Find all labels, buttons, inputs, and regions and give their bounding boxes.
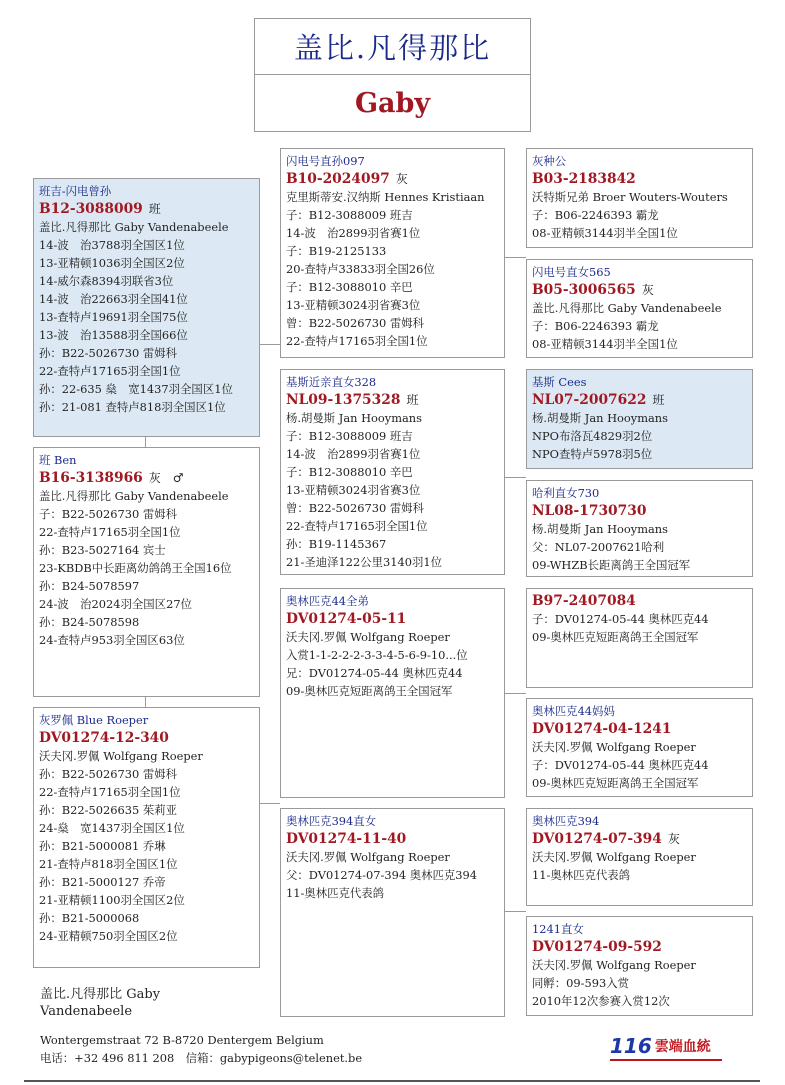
ring-number: DV01274-11-40 — [286, 831, 407, 847]
pigeon-card-sss — [526, 148, 753, 248]
color-sex: 灰 — [395, 172, 408, 186]
pedigree-line: 13-亚精顿3024羽省赛3位 — [286, 483, 421, 497]
pigeon-card-sire — [33, 447, 260, 697]
ring-number-row — [286, 391, 499, 409]
ring-number: DV01274-07-394 — [532, 831, 662, 847]
footer-divider — [24, 1080, 760, 1082]
pedigree-line: 盖比.凡得那比 Gaby Vandenabeele — [39, 489, 229, 503]
pedigree-line: 孙：B22-5026730 雷姆科 — [39, 767, 178, 781]
pedigree-line: 23-KBDB中长距离幼鸽鸽王全国16位 — [39, 561, 232, 575]
ring-number: DV01274-05-11 — [286, 611, 407, 627]
connector-line — [259, 803, 280, 804]
pedigree-line: 曾：B22-5026730 雷姆科 — [286, 501, 425, 515]
pedigree-line: 24-亚精顿750羽全国区2位 — [39, 929, 178, 943]
pigeon-card-dsd — [526, 698, 753, 797]
ring-number-row — [532, 938, 747, 956]
cloud-pedigree-logo — [610, 1030, 722, 1058]
color-sex: 灰 — [667, 832, 680, 846]
pigeon-card-sdd — [526, 480, 753, 577]
connector-line — [504, 911, 526, 912]
pigeon-name: 基斯近亲直女328 — [286, 375, 377, 389]
pedigree-line: 孙：21-081 查特卢818羽全国区1位 — [39, 400, 226, 414]
pigeon-name: 闪电号直女565 — [532, 265, 611, 279]
color-sex: 班 — [652, 393, 665, 407]
pigeon-card-dam-dam — [280, 808, 505, 1017]
pedigree-line: 子：B12-3088010 辛巴 — [286, 280, 413, 294]
pigeon-card-ssd — [526, 259, 753, 358]
pigeon-name: 班 Ben — [39, 453, 77, 467]
pedigree-line: 子：B22-5026730 雷姆科 — [39, 507, 178, 521]
pedigree-line: 沃夫冈.罗佩 Wolfgang Roeper — [532, 958, 696, 972]
title-chinese: 盖比.凡得那比 — [255, 19, 530, 75]
pigeon-name: 闪电号直孙097 — [286, 154, 365, 168]
pigeon-name: 奥林匹克44全弟 — [286, 594, 369, 608]
pedigree-line: NPO查特卢5978羽5位 — [532, 447, 653, 461]
pigeon-card-dam-sire — [280, 588, 505, 798]
ring-number: B97-2407084 — [532, 593, 636, 609]
ring-number: NL07-2007622 — [532, 392, 647, 408]
pedigree-line: 孙：22-635 燊 宽1437羽全国区1位 — [39, 382, 233, 396]
pedigree-line: 子：B12-3088009 班吉 — [286, 208, 413, 222]
pedigree-line: 孙：B22-5026730 雷姆科 — [39, 346, 178, 360]
pedigree-line: 13-查特卢19691羽全国75位 — [39, 310, 188, 324]
connector-line — [145, 437, 146, 447]
ring-number-row — [39, 729, 254, 747]
pedigree-line: 21-查特卢818羽全国区1位 — [39, 857, 178, 871]
pedigree-line: 09-奥林匹克短距离鸽王全国冠军 — [532, 630, 699, 644]
address-line: Wontergemstraat 72 B-8720 Dentergem Belgium — [40, 1033, 324, 1047]
ring-number: B12-3088009 — [39, 201, 143, 217]
pedigree-line: 父：DV01274-07-394 奥林匹克394 — [286, 868, 478, 882]
pedigree-line: 11-奥林匹克代表鸽 — [286, 886, 385, 900]
ring-number: NL08-1730730 — [532, 503, 647, 519]
pedigree-line: 09-奥林匹克短距离鸽王全国冠军 — [532, 776, 699, 790]
pigeon-card-sds — [526, 369, 753, 469]
ring-number: B05-3006565 — [532, 282, 636, 298]
pedigree-line: NPO布洛瓦4829羽2位 — [532, 429, 653, 443]
pigeon-name: 奥林匹克394 — [532, 814, 600, 828]
ring-number-row — [532, 830, 747, 848]
ring-number-row — [39, 200, 254, 218]
contact-block — [40, 1031, 362, 1067]
ring-number-row — [532, 720, 747, 738]
ring-number: B03-2183842 — [532, 171, 636, 187]
pedigree-line: 曾：B22-5026730 雷姆科 — [286, 316, 425, 330]
ring-number-row — [39, 469, 254, 487]
pedigree-line: 24-燊 宽1437羽全国区1位 — [39, 821, 185, 835]
pedigree-line: 22-查特卢17165羽全国1位 — [286, 334, 428, 348]
ring-number-row — [286, 170, 499, 188]
connector-line — [504, 257, 526, 258]
pigeon-name: 灰罗佩 Blue Roeper — [39, 713, 149, 727]
pigeon-card-sire-sire — [280, 148, 505, 358]
pedigree-line: 21-亚精顿1100羽全国区2位 — [39, 893, 185, 907]
pigeon-card-ddd — [526, 916, 753, 1016]
pedigree-line: 入赏1-1-2-2-2-3-3-4-5-6-9-10...位 — [286, 648, 468, 662]
pedigree-line: 杨.胡曼斯 Jan Hooymans — [532, 411, 668, 425]
pedigree-line: 孙：B24-5078597 — [39, 579, 140, 593]
connector-line — [504, 477, 526, 478]
pedigree-line: 09-奥林匹克短距离鸽王全国冠军 — [286, 684, 453, 698]
pedigree-line: 22-查特卢17165羽全国1位 — [39, 785, 181, 799]
pedigree-line: 沃夫冈.罗佩 Wolfgang Roeper — [39, 749, 203, 763]
color-sex: 灰 ♂ — [148, 471, 184, 485]
pedigree-line: 14-威尔森8394羽联省3位 — [39, 274, 174, 288]
title-english: Gaby — [354, 87, 431, 119]
pigeon-name: 哈利直女730 — [532, 486, 600, 500]
pigeon-name: 奥林匹克44妈妈 — [532, 704, 615, 718]
pedigree-line: 孙：B23-5027164 宾士 — [39, 543, 166, 557]
pedigree-line: 13-亚精顿3024羽省赛3位 — [286, 298, 421, 312]
pedigree-line: 08-亚精顿3144羽半全国1位 — [532, 337, 678, 351]
connector-line — [504, 693, 526, 694]
pedigree-line: 子：B12-3088009 班吉 — [286, 429, 413, 443]
ring-number: B10-2024097 — [286, 171, 390, 187]
phone-email-line: 电话：+32 496 811 208 信箱：gabypigeons@telenet.be — [40, 1051, 363, 1065]
ring-number-row — [532, 502, 747, 520]
color-sex: 灰 — [641, 283, 654, 297]
ring-number: NL09-1375328 — [286, 392, 401, 408]
ring-number: B16-3138966 — [39, 470, 143, 486]
pedigree-line: 20-查特卢33833羽全国26位 — [286, 262, 435, 276]
pedigree-line: 沃夫冈.罗佩 Wolfgang Roeper — [286, 630, 450, 644]
pigeon-card-sire-dam — [280, 369, 505, 575]
pedigree-title-box — [254, 18, 531, 132]
pedigree-line: 沃夫冈.罗佩 Wolfgang Roeper — [532, 850, 696, 864]
ring-number-row — [286, 610, 499, 628]
pedigree-line: 14-波 治3788羽全国区1位 — [39, 238, 185, 252]
connector-line — [259, 344, 280, 345]
pedigree-line: 24-波 治2024羽全国区27位 — [39, 597, 192, 611]
pigeon-name: 奥林匹克394直女 — [286, 814, 377, 828]
ring-number-row — [532, 592, 747, 610]
ring-number: DV01274-04-1241 — [532, 721, 672, 737]
pedigree-line: 同孵：09-593入赏 — [532, 976, 630, 990]
logo-underline — [610, 1059, 722, 1061]
ring-number-row — [532, 281, 747, 299]
ring-number: DV01274-09-592 — [532, 939, 662, 955]
pigeon-name: 基斯 Cees — [532, 375, 587, 389]
pedigree-line: 沃夫冈.罗佩 Wolfgang Roeper — [532, 740, 696, 754]
pigeon-name: 1241直女 — [532, 922, 584, 936]
connector-line — [145, 697, 146, 707]
color-sex: 班 — [406, 393, 419, 407]
pigeon-card-dss — [526, 588, 753, 688]
pedigree-line: 孙：B21-5000081 乔琳 — [39, 839, 166, 853]
pedigree-line: 14-波 治2899羽省赛1位 — [286, 226, 421, 240]
pedigree-line: 子：B19-2125133 — [286, 244, 387, 258]
logo-number: 116 — [610, 1034, 652, 1058]
pigeon-card-main — [33, 178, 260, 437]
pedigree-line: 22-查特卢17165羽全国1位 — [39, 525, 181, 539]
pedigree-line: 克里斯蒂安.汉纳斯 Hennes Kristiaan — [286, 190, 485, 204]
pedigree-line: 沃特斯兄弟 Broer Wouters-Wouters — [532, 190, 728, 204]
ring-number: DV01274-12-340 — [39, 730, 169, 746]
pedigree-line: 子：B06-2246393 霸龙 — [532, 208, 659, 222]
logo-text: 雲端血統 — [654, 1039, 711, 1055]
pedigree-line: 13-亚精顿1036羽全国区2位 — [39, 256, 185, 270]
pedigree-line: 杨.胡曼斯 Jan Hooymans — [532, 522, 668, 536]
pigeon-card-dds — [526, 808, 753, 906]
pedigree-line: 孙：B19-1145367 — [286, 537, 387, 551]
pedigree-line: 父：NL07-2007621哈利 — [532, 540, 665, 554]
pedigree-line: 08-亚精顿3144羽半全国1位 — [532, 226, 678, 240]
pedigree-line: 孙：B22-5026635 茱莉亚 — [39, 803, 178, 817]
pigeon-name: 灰种公 — [532, 154, 567, 168]
pedigree-line: 24-查特卢953羽全国区63位 — [39, 633, 185, 647]
pedigree-line: 兄：DV01274-05-44 奥林匹克44 — [286, 666, 463, 680]
color-sex: 班 — [148, 202, 161, 216]
pedigree-line: 孙：B21-5000068 — [39, 911, 140, 925]
pedigree-line: 21-圣迪泽122公里3140羽1位 — [286, 555, 443, 569]
pigeon-name: 班吉-闪电曾孙 — [39, 184, 112, 198]
ring-number-row — [532, 391, 747, 409]
pedigree-line: 盖比.凡得那比 Gaby Vandenabeele — [532, 301, 722, 315]
pedigree-line: 子：DV01274-05-44 奥林匹克44 — [532, 758, 709, 772]
pedigree-line: 2010年12次参赛入赏12次 — [532, 994, 670, 1008]
pedigree-line: 09-WHZB长距离鸽王全国冠军 — [532, 558, 691, 572]
pedigree-line: 14-波 治2899羽省赛1位 — [286, 447, 421, 461]
pedigree-line: 孙：B21-5000127 乔帝 — [39, 875, 166, 889]
pedigree-line: 子：B06-2246393 霸龙 — [532, 319, 659, 333]
pedigree-line: 杨.胡曼斯 Jan Hooymans — [286, 411, 422, 425]
pedigree-line: 子：B12-3088010 辛巴 — [286, 465, 413, 479]
ring-number-row — [286, 830, 499, 848]
pedigree-line: 子：DV01274-05-44 奥林匹克44 — [532, 612, 709, 626]
pedigree-line: 22-查特卢17165羽全国1位 — [286, 519, 428, 533]
pedigree-line: 11-奥林匹克代表鸽 — [532, 868, 631, 882]
owner-name: 盖比.凡得那比 Gaby Vandenabeele — [40, 987, 161, 1019]
pedigree-line: 沃夫冈.罗佩 Wolfgang Roeper — [286, 850, 450, 864]
pedigree-line: 13-波 治13588羽全国66位 — [39, 328, 188, 342]
pedigree-line: 14-波 治22663羽全国41位 — [39, 292, 188, 306]
pigeon-card-dam — [33, 707, 260, 968]
pedigree-line: 盖比.凡得那比 Gaby Vandenabeele — [39, 220, 229, 234]
pedigree-line: 22-查特卢17165羽全国1位 — [39, 364, 181, 378]
ring-number-row — [532, 170, 747, 188]
pedigree-line: 孙：B24-5078598 — [39, 615, 140, 629]
